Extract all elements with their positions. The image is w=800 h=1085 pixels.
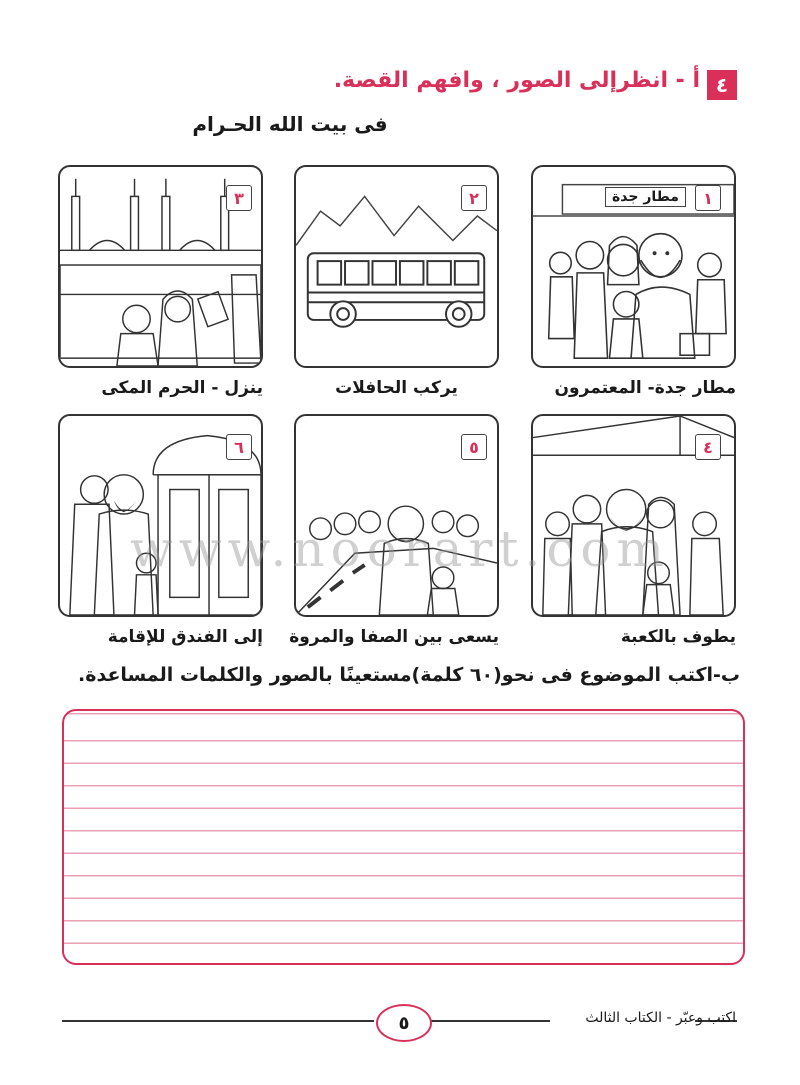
writing-area[interactable] — [62, 709, 745, 965]
watermark: www.noorart.com — [130, 520, 670, 578]
panel-number-4: ٤ — [695, 434, 721, 460]
panel-number-3: ٣ — [226, 185, 252, 211]
panel-number-5: ٥ — [461, 434, 487, 460]
caption-panel-1: مطار جدة- المعتمرون — [554, 378, 736, 398]
caption-panel-5: يسعى بين الصفا والمروة — [289, 627, 499, 647]
panel-number-2: ٢ — [461, 185, 487, 211]
panel-number-6: ٦ — [226, 434, 252, 460]
caption-panel-2: يركب الحافلات — [335, 378, 458, 398]
panel-number-1: ١ — [695, 185, 721, 211]
caption-panel-4: يطوف بالكعبة — [620, 627, 736, 647]
story-subtitle: فى بيت الله الحـرام — [192, 112, 388, 136]
caption-panel-6: إلى الفندق للإقامة — [107, 627, 263, 647]
exercise-number-badge: ٤ — [707, 70, 737, 100]
writing-task-instruction: ب-اكتب الموضوع فى نحو(٦٠ كلمة)مستعينًا بالصور والكلمات المساعدة. — [78, 664, 740, 686]
footer-divider-left — [62, 1020, 374, 1022]
airport-sign: مطار جدة — [605, 187, 686, 207]
page-number: ٥ — [376, 1004, 432, 1042]
exercise-instruction: أ - انظرإلى الصور ، وافهم القصة. — [333, 68, 700, 93]
footer-divider-middle — [430, 1020, 550, 1022]
caption-panel-3: ينزل - الحرم المكى — [101, 378, 263, 398]
book-title: اكتب وعبّر - الكتاب الثالث — [585, 1010, 736, 1026]
